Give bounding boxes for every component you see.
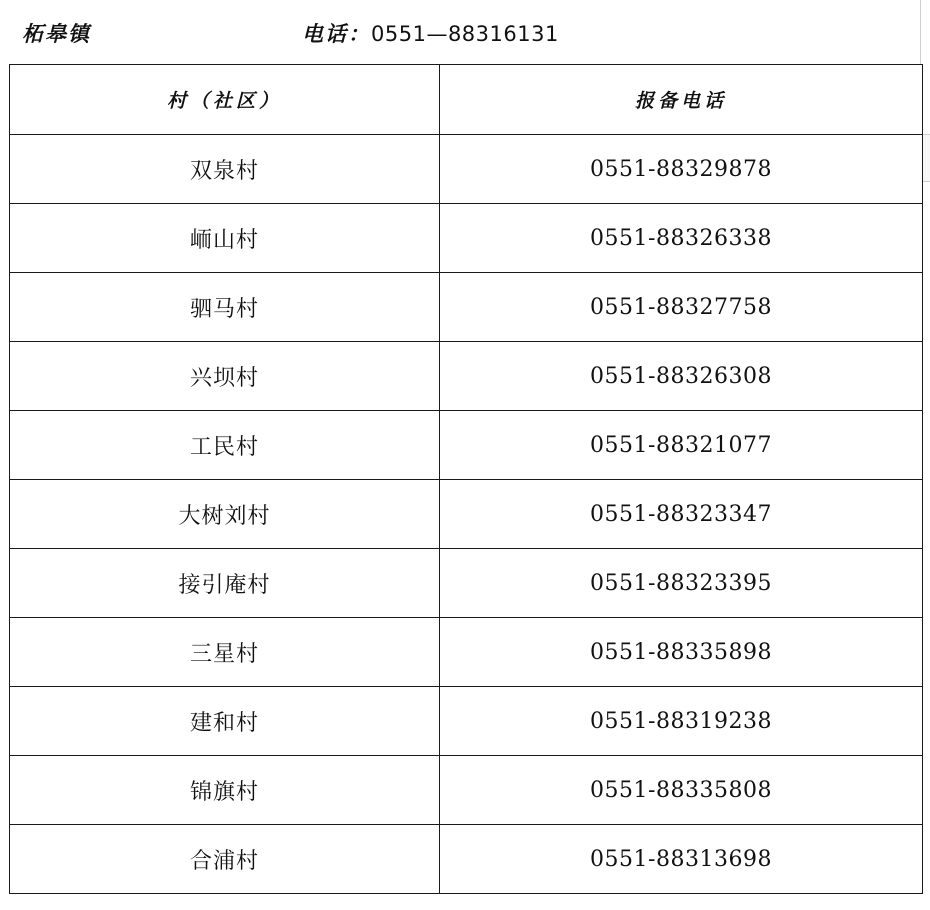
village-cell: 大树刘村 (10, 480, 440, 549)
phone-cell: 0551-88319238 (440, 687, 923, 756)
phone-cell: 0551-88326308 (440, 342, 923, 411)
village-cell: 驷马村 (10, 273, 440, 342)
phone-cell: 0551-88321077 (440, 411, 923, 480)
phone-cell: 0551-88323347 (440, 480, 923, 549)
table-row (10, 825, 923, 894)
page-edge-rule (920, 0, 921, 64)
column-header-village: 村（社区） (10, 65, 440, 135)
village-cell: 接引庵村 (10, 549, 440, 618)
phone-cell: 0551-88326338 (440, 204, 923, 273)
phone-cell: 0551-88313698 (440, 825, 923, 894)
document-header (0, 0, 930, 64)
village-cell: 双泉村 (10, 135, 440, 204)
table-row (10, 342, 923, 411)
town-phone-number: 0551—88316131 (371, 22, 559, 46)
phone-cell: 0551-88335808 (440, 756, 923, 825)
phone-cell: 0551-88335898 (440, 618, 923, 687)
phone-cell: 0551-88329878 (440, 135, 923, 204)
village-cell: 锦旗村 (10, 756, 440, 825)
village-cell: 建和村 (10, 687, 440, 756)
page-edge-tab (922, 134, 930, 182)
village-cell: 合浦村 (10, 825, 440, 894)
phone-label: 电话： (302, 21, 371, 46)
table-row (10, 411, 923, 480)
table-row (10, 549, 923, 618)
table-row (10, 273, 923, 342)
town-phone-line (302, 18, 559, 48)
village-cell: 三星村 (10, 618, 440, 687)
phone-cell: 0551-88327758 (440, 273, 923, 342)
town-name: 柘皋镇 (22, 21, 91, 46)
village-contact-table (9, 64, 923, 894)
table-row (10, 618, 923, 687)
village-cell: 峏山村 (10, 204, 440, 273)
phone-cell: 0551-88323395 (440, 549, 923, 618)
table-row (10, 687, 923, 756)
table-header-row (10, 65, 923, 135)
table-row (10, 135, 923, 204)
table-row (10, 204, 923, 273)
village-cell: 工民村 (10, 411, 440, 480)
table-row (10, 756, 923, 825)
column-header-phone: 报备电话 (440, 65, 923, 135)
village-cell: 兴坝村 (10, 342, 440, 411)
table-row (10, 480, 923, 549)
